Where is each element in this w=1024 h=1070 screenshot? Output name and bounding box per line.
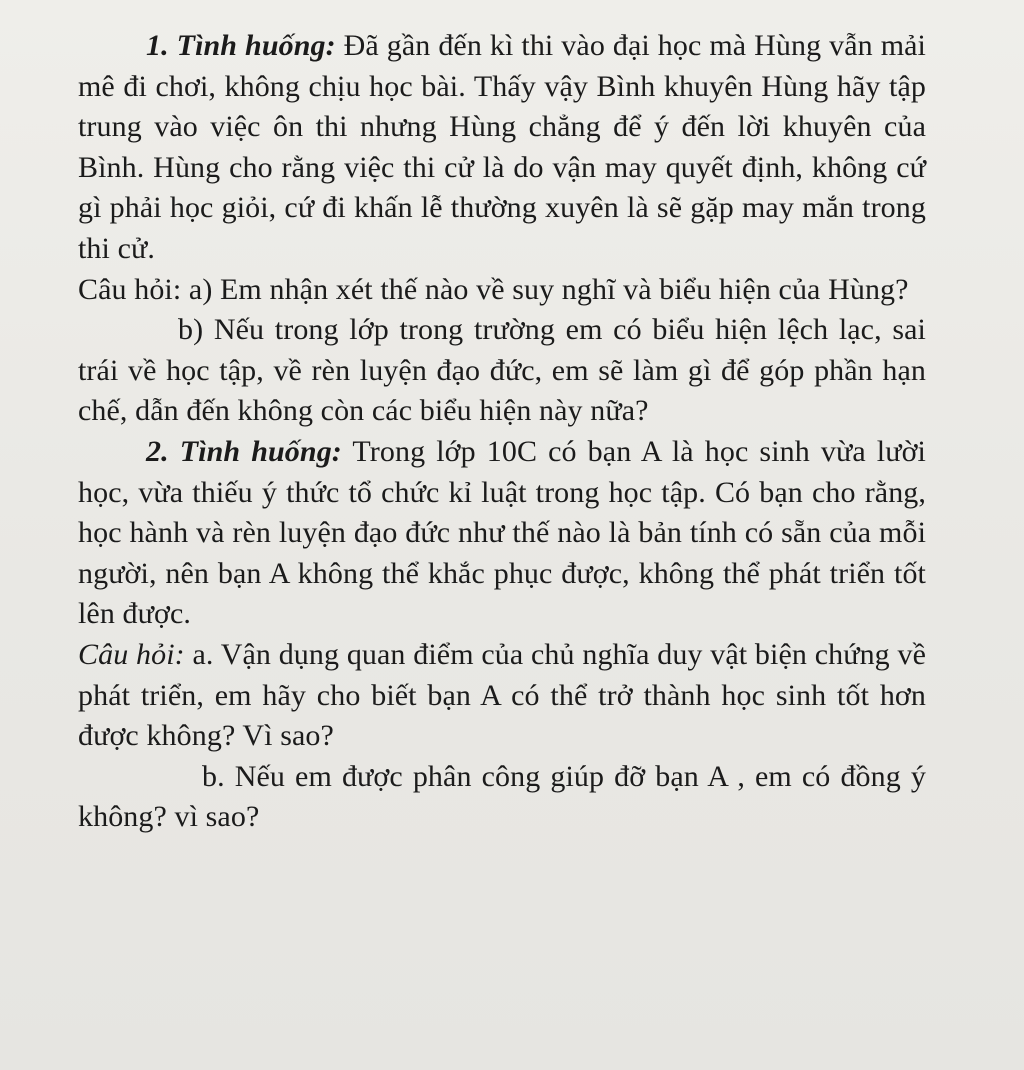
situation-1-question-b-text: b) Nếu trong lớp trong trường em có biểu hiện lệch lạc, sai trái về học tập, về rèn luyện đạo đức, em sẽ làm gì để góp phần hạn chế, dẫn đến không còn các biểu hiện này nữa? [78, 313, 926, 428]
situation-2-question-a [78, 635, 926, 757]
situation-1-number: 1. [146, 29, 169, 62]
situation-1-body: Đã gần đến kì thi vào đại học mà Hùng vẫn mải mê đi chơi, không chịu học bài. Thấy vậy Bình khuyên Hùng hãy tập trung vào việc ôn thi nhưng Hùng chẳng để ý đến lời khuyên của Bình. Hùng cho rằng việc thi cử là do vận may quyết định, không cứ gì phải học giỏi, cứ đi khấn lễ thường xuyên là sẽ gặp may mắn trong thi cử. [78, 29, 926, 265]
situation-2-question-b [78, 757, 926, 838]
situation-1-heading-label: Tình huống: [176, 29, 336, 62]
situation-1-question-a [78, 270, 926, 311]
situation-2-heading-label: Tình huống: [179, 434, 342, 468]
situation-1-heading [146, 29, 336, 62]
situation-1-paragraph [78, 26, 926, 270]
situation-2-question-a-text: a. Vận dụng quan điểm của chủ nghĩa duy vật biện chứng về phát triển, em hãy cho biết bạn A có thể trở thành học sinh tốt hơn được không? Vì sao? [78, 637, 927, 753]
situation-2-paragraph [78, 432, 926, 635]
situation-2-question-label: Câu hỏi: [78, 637, 185, 671]
document-text [78, 26, 926, 838]
situation-2-number: 2. [146, 434, 169, 468]
situation-1-question-label: Câu hỏi: [78, 272, 182, 306]
situation-2-heading [146, 435, 342, 468]
situation-2-body: Trong lớp 10C có bạn A là học sinh vừa lười học, vừa thiếu ý thức tổ chức kỉ luật trong học tập. Có bạn cho rằng, học hành và rèn luyện đạo đức như thế nào là bản tính có sẵn của mỗi người, nên bạn A không thể khắc phục được, không thể phát triển tốt lên được. [78, 434, 926, 631]
situation-1-question-b [78, 310, 926, 432]
situation-2-question-b-text: b. Nếu em được phân công giúp đỡ bạn A , em có đồng ý không? vì sao? [78, 759, 926, 834]
situation-1-question-a-text: a) Em nhận xét thế nào về suy nghĩ và biểu hiện của Hùng? [188, 272, 909, 306]
